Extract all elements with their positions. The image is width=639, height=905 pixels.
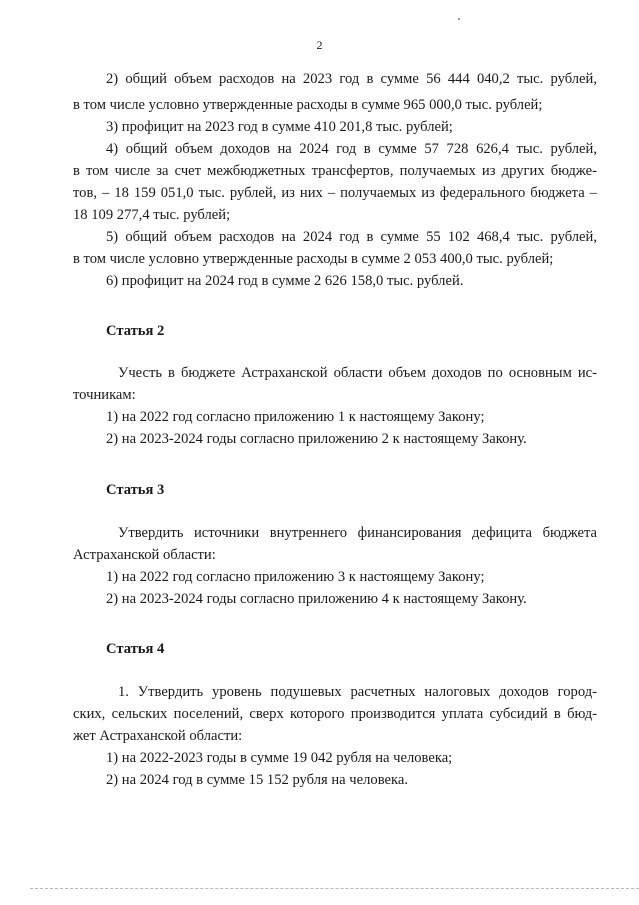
paragraph-line: в том числе за счет межбюджетных трансфертов, получаемых из других бюдже- bbox=[73, 163, 597, 179]
paragraph-line: 3) профицит на 2023 год в сумме 410 201,8 тыс. рублей; bbox=[106, 119, 453, 135]
paragraph-line: жет Астраханской области: bbox=[73, 728, 243, 744]
paragraph-line: Утвердить источники внутреннего финансирования дефицита бюджета bbox=[118, 525, 597, 541]
paragraph-line: 5) общий объем расходов на 2024 год в сумме 55 102 468,4 тыс. рублей, bbox=[106, 229, 597, 245]
article-heading: Статья 3 bbox=[106, 482, 165, 498]
paragraph-line: в том числе условно утвержденные расходы в сумме 2 053 400,0 тыс. рублей; bbox=[73, 251, 554, 267]
paragraph-line: тов, – 18 159 051,0 тыс. рублей, из них – получаемых из федерального бюджета – bbox=[73, 185, 597, 201]
paragraph-line: в том числе условно утвержденные расходы в сумме 965 000,0 тыс. рублей; bbox=[73, 97, 543, 113]
paragraph-line: 1. Утвердить уровень подушевых расчетных налоговых доходов город- bbox=[118, 684, 597, 700]
paragraph-line: 2) общий объем расходов на 2023 год в сумме 56 444 040,2 тыс. рублей, bbox=[106, 71, 597, 87]
scan-edge-line bbox=[30, 888, 639, 889]
article-heading: Статья 4 bbox=[106, 641, 165, 657]
paragraph-line: ских, сельских поселений, сверх которого производится уплата субсидий в бюд- bbox=[73, 706, 597, 722]
paragraph-line: 6) профицит на 2024 год в сумме 2 626 158,0 тыс. рублей. bbox=[106, 273, 464, 289]
paragraph-line: 1) на 2022 год согласно приложению 1 к настоящему Закону; bbox=[106, 409, 485, 425]
paragraph-line: Учесть в бюджете Астраханской области объем доходов по основным ис- bbox=[118, 365, 597, 381]
article-heading: Статья 2 bbox=[106, 323, 165, 339]
paragraph-line: 2) на 2024 год в сумме 15 152 рубля на человека. bbox=[106, 772, 408, 788]
page-number: 2 bbox=[316, 38, 323, 52]
paragraph-line: 4) общий объем доходов на 2024 год в сумме 57 728 626,4 тыс. рублей, bbox=[106, 141, 597, 157]
paragraph-line: Астраханской области: bbox=[73, 547, 216, 563]
paragraph-line: 1) на 2022 год согласно приложению 3 к настоящему Закону; bbox=[106, 569, 485, 585]
paragraph-line: 1) на 2022-2023 годы в сумме 19 042 рубля на человека; bbox=[106, 750, 453, 766]
scan-speck bbox=[458, 18, 460, 20]
paragraph-line: 2) на 2023-2024 годы согласно приложению 2 к настоящему Закону. bbox=[106, 431, 527, 447]
paragraph-line: точникам: bbox=[73, 387, 136, 403]
paragraph-line: 18 109 277,4 тыс. рублей; bbox=[73, 207, 231, 223]
paragraph-line: 2) на 2023-2024 годы согласно приложению 4 к настоящему Закону. bbox=[106, 591, 527, 607]
